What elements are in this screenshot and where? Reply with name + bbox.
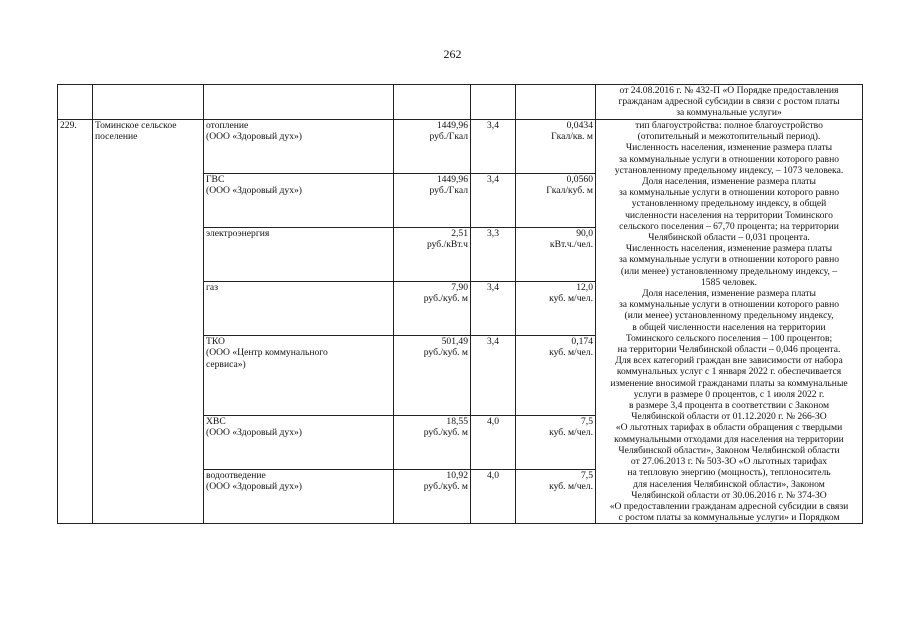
note-line: тип благоустройства: полное благоустройство: [635, 120, 823, 131]
note-line: Томинского сельского поселения – 100 процентов;: [625, 332, 833, 344]
note-line: от 24.08.2016 г. № 432-П «О Порядке предоставления: [619, 85, 839, 96]
note-line: на тепловую энергию (мощность), теплоноситель: [627, 467, 831, 479]
table-row: [58, 120, 863, 174]
note-line: изменение вносимой гражданами платы за коммунальные: [610, 377, 848, 389]
index-value: 3,4: [471, 282, 516, 336]
empty-cell: [394, 85, 471, 120]
note-line: 1585 человек.: [700, 276, 758, 288]
tariff-cell: [394, 470, 471, 524]
tariff-value: 18,55: [446, 416, 468, 428]
service-cell: [204, 282, 394, 336]
norm-value: 7,5: [581, 416, 593, 428]
service-line: (ООО «Центр коммунального: [206, 347, 328, 359]
note-line: «О предоставлении гражданам адресной субсидии в связи: [609, 500, 849, 512]
norm-cell: [516, 282, 596, 336]
tariff-value: 10,92: [446, 470, 468, 482]
note-line: за коммунальные услуги в отношении которого равно: [618, 299, 840, 311]
norm-cell: [516, 120, 596, 174]
note-line: в общей численности населения на территории: [632, 321, 826, 333]
note-line: «О льготных тарифах в области обращения с твердыми: [615, 422, 843, 434]
note-line: за коммунальные услуги»: [676, 107, 782, 119]
note-line: Челябинской области от 30.06.2016 г. № 374-ЗО: [631, 489, 827, 501]
empty-cell: [471, 85, 516, 120]
note-line: Доля населения, изменение размера платы: [642, 176, 816, 188]
tariff-value: 1449,96: [436, 174, 468, 186]
empty-cell: [204, 85, 394, 120]
note-line: (или менее) установленному предельному индексу,: [624, 310, 834, 322]
tariff-unit: руб./куб. м: [423, 293, 468, 305]
header-note-cell: [596, 85, 863, 120]
norm-cell: [516, 416, 596, 470]
norm-unit: кВт.ч./чел.: [549, 239, 593, 251]
norm-cell: [516, 470, 596, 524]
norm-value: 0,174: [571, 336, 593, 348]
service-line: отопление: [206, 120, 249, 131]
note-line: за коммунальные услуги в отношении которого равно: [618, 153, 840, 165]
note-line: в размере 3,4 процента в соответствии с Законом: [628, 400, 830, 412]
page-number: 262: [443, 47, 462, 61]
service-cell: [204, 470, 394, 524]
service-cell: [204, 336, 394, 416]
note-line: за коммунальные услуги в отношении которого равно: [618, 187, 840, 199]
index-value: 3,4: [471, 336, 516, 416]
index-value: 3,3: [471, 228, 516, 282]
norm-cell: [516, 336, 596, 416]
tariff-unit: руб./кВт.ч: [426, 239, 468, 251]
note-line: Челябинской области от 01.12.2020 г. № 266-ЗО: [631, 411, 827, 423]
note-line: для населения Челябинской области», Законом: [633, 478, 825, 490]
norm-unit: куб. м/чел.: [549, 427, 593, 439]
note-line: численности населения на территории Томинского: [625, 209, 833, 221]
tariff-unit: руб./куб. м: [423, 427, 468, 439]
norm-value: 12,0: [576, 282, 593, 294]
tariff-cell: [394, 228, 471, 282]
note-line: услуги в размере 0 процентов, с 1 июля 2022 г.: [633, 388, 825, 400]
note-line: коммунальных услуг с 1 января 2022 г. обеспечивается: [616, 366, 842, 378]
norm-unit: куб. м/чел.: [549, 481, 593, 493]
norm-value: 0,0434: [566, 120, 593, 131]
service-line: газ: [206, 282, 218, 294]
service-line: электроэнергия: [206, 228, 270, 240]
tariff-unit: руб./куб. м: [423, 347, 468, 359]
index-value: 3,4: [471, 120, 516, 174]
tariff-cell: [394, 336, 471, 416]
note-line: сельского поселения – 67,70 процента; на территории: [619, 220, 839, 232]
service-line: ХВС: [206, 416, 226, 428]
tariff-unit: руб./Гкал: [429, 131, 468, 143]
note-line: Для всех категорий граждан вне зависимости от набора: [615, 355, 843, 367]
norm-cell: [516, 174, 596, 228]
norm-value: 90,0: [576, 228, 593, 240]
service-cell: [204, 174, 394, 228]
note-line: гражданам адресной субсидии в связи с ростом платы: [618, 96, 840, 108]
index-value: 4,0: [471, 416, 516, 470]
service-line: (ООО «Здоровый дух»): [206, 427, 302, 439]
norm-cell: [516, 228, 596, 282]
empty-cell: [516, 85, 596, 120]
note-line: с ростом платы за коммунальные услуги» и Порядком: [618, 512, 840, 524]
tariff-unit: руб./Гкал: [429, 185, 468, 197]
note-line: за коммунальные услуги в отношении которого равно: [618, 254, 840, 266]
tariff-value: 1449,96: [436, 120, 468, 131]
norm-value: 0,0560: [566, 174, 593, 186]
note-line: на территории Челябинской области – 0,046 процента.: [617, 344, 841, 356]
tariff-value: 501,49: [441, 336, 468, 348]
service-cell: [204, 228, 394, 282]
tariff-value: 2,51: [451, 228, 468, 240]
row-number: 229.: [58, 120, 93, 524]
continuation-row: [58, 85, 863, 120]
norm-unit: куб. м/чел.: [549, 293, 593, 305]
note-line: Челябинской области – 0,031 процента.: [648, 232, 810, 244]
tariff-cell: [394, 416, 471, 470]
service-line: сервиса»): [206, 358, 246, 370]
note-line: коммунальными отходами для населения на территории: [614, 433, 844, 445]
note-line: Численность населения, изменение размера платы: [625, 243, 833, 255]
tariff-value: 7,90: [451, 282, 468, 294]
index-value: 4,0: [471, 470, 516, 524]
note-line: (или менее) установленному предельному индексу, –: [620, 265, 838, 277]
service-line: водоотведение: [206, 470, 266, 482]
service-line: (ООО «Здоровый дух»): [206, 185, 302, 197]
tariff-unit: руб./куб. м: [423, 481, 468, 493]
note-line: установленному предельному индексу, – 1073 человека.: [614, 164, 844, 176]
tariff-cell: [394, 282, 471, 336]
norm-unit: куб. м/чел.: [549, 347, 593, 359]
norm-value: 7,5: [581, 470, 593, 482]
norm-unit: Гкал/кв. м: [551, 131, 593, 143]
service-cell: [204, 416, 394, 470]
note-line: Челябинской области», Законом Челябинской области: [618, 444, 840, 456]
empty-cell: [58, 85, 93, 120]
service-line: (ООО «Здоровый дух»): [206, 481, 302, 493]
service-line: ГВС: [206, 174, 225, 186]
empty-cell: [93, 85, 204, 120]
settlement-name: Томинское сельское поселение: [93, 120, 204, 524]
note-line: Численность населения, изменение размера платы: [625, 142, 833, 154]
tariff-table: [57, 84, 863, 524]
note-line: установленному предельному индексу, в общей: [631, 198, 827, 210]
tariff-cell: [394, 174, 471, 228]
norm-unit: Гкал/куб. м: [546, 185, 593, 197]
note-line: от 27.06.2013 г. № 503-ЗО «О льготных тарифах: [630, 456, 828, 468]
note-line: (отопительный и межотопительный период).: [637, 131, 821, 143]
service-line: (ООО «Здоровый дух»): [206, 131, 302, 143]
tariff-cell: [394, 120, 471, 174]
note-line: Доля населения, изменение размера платы: [642, 288, 816, 300]
note-cell: [596, 120, 863, 524]
index-value: 3,4: [471, 174, 516, 228]
service-cell: [204, 120, 394, 174]
service-line: ТКО: [206, 336, 225, 348]
